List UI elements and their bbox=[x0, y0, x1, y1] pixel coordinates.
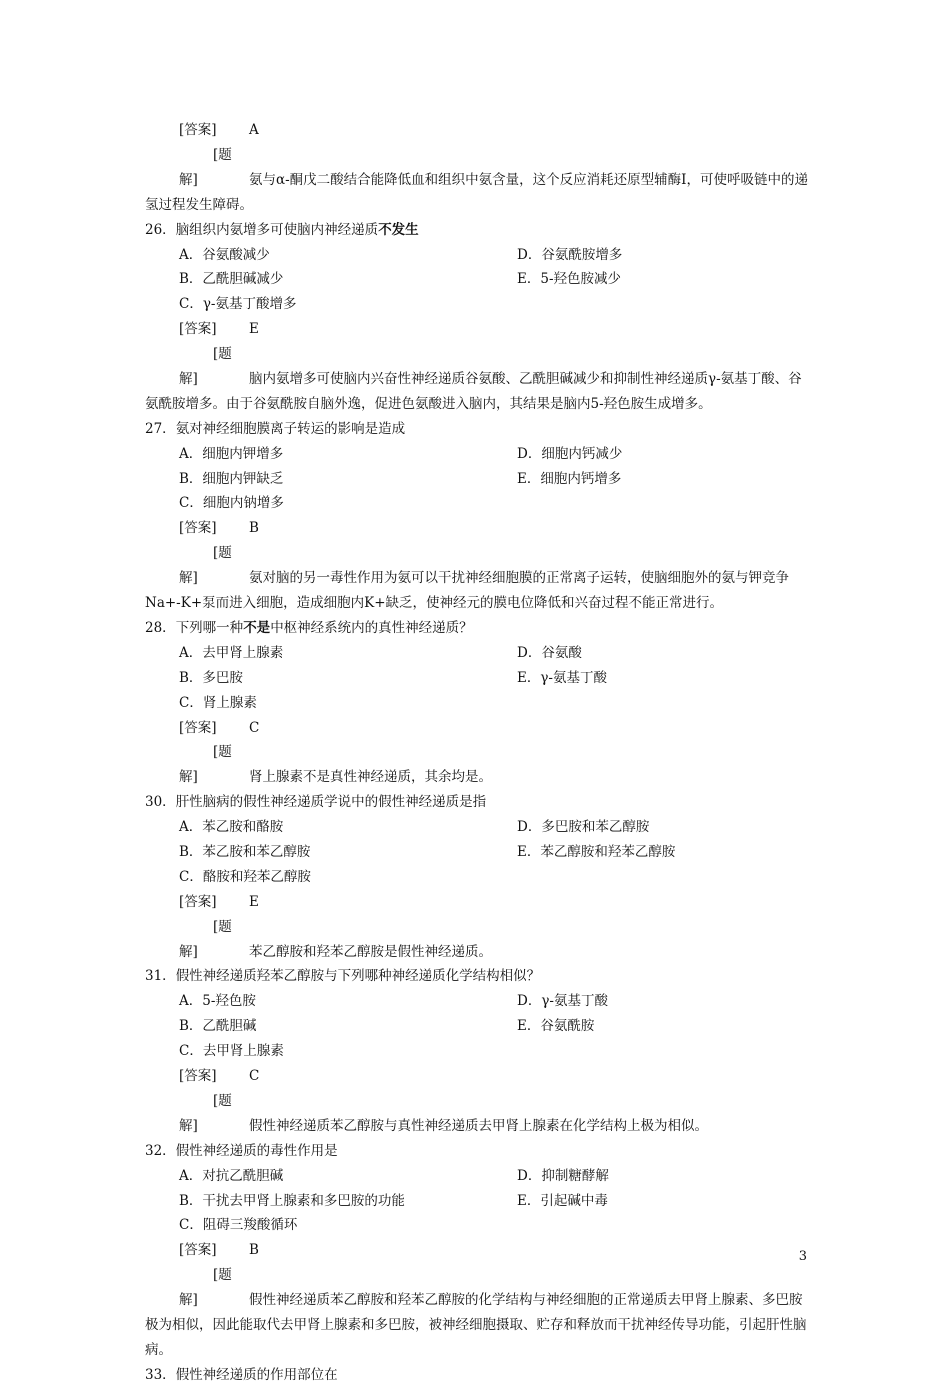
option-left: C．阻碍三羧酸循环 bbox=[179, 1217, 298, 1234]
option-left: A．去甲肾上腺素 bbox=[179, 644, 284, 661]
option-right: D．多巴胺和苯乙醇胺 bbox=[517, 819, 650, 836]
option-right: D．谷氨酸 bbox=[517, 644, 582, 661]
option-right: D．细胞内钙减少 bbox=[517, 445, 623, 462]
option-right: D．谷氨酰胺增多 bbox=[517, 246, 623, 263]
explanation-paragraph bbox=[145, 1089, 815, 1139]
question-number: 32． bbox=[145, 1142, 176, 1159]
question-number: 27． bbox=[145, 420, 176, 437]
explanation-label: [题解] bbox=[179, 1267, 232, 1309]
explanation-paragraph bbox=[145, 915, 815, 965]
question-emphasis: 不是 bbox=[243, 619, 271, 636]
explanation-text: 氨与α-酮戊二酸结合能降低血和组织中氨含量，这个反应消耗还原型辅酶I，可使呼吸链中的递氢过程发生障碍。 bbox=[145, 171, 809, 213]
page-content bbox=[145, 118, 815, 1388]
question-text: 假性神经递质的作用部位在 bbox=[175, 1366, 338, 1383]
explanation-label: [题解] bbox=[179, 918, 232, 960]
option-left: C．酪胺和羟苯乙醇胺 bbox=[179, 868, 311, 885]
options-row bbox=[145, 442, 815, 467]
options-row bbox=[145, 1189, 815, 1214]
option-left: A．5-羟色胺 bbox=[179, 993, 256, 1010]
explanation-paragraph bbox=[145, 143, 815, 218]
question-text: 假性神经递质羟苯乙醇胺与下列哪种神经递质化学结构相似？ bbox=[175, 968, 541, 985]
question-text: 氨对神经细胞膜离子转运的影响是造成 bbox=[175, 420, 406, 437]
question-number: 31． bbox=[145, 968, 176, 985]
option-left: C．细胞内钠增多 bbox=[179, 495, 284, 512]
options-row bbox=[145, 1213, 815, 1238]
answer-value: A bbox=[249, 122, 259, 138]
explanation-text: 假性神经递质苯乙醇胺和羟苯乙醇胺的化学结构与神经细胞的正常递质去甲肾上腺素、多巴胺极为相似，因此能取代去甲肾上腺素和多巴胺，被神经细胞摄取、贮存和释放而干扰神经传导功能，引起肝性脑病。 bbox=[145, 1292, 807, 1358]
option-left: B．细胞内钾缺乏 bbox=[179, 470, 284, 487]
answer-label: [答案] bbox=[179, 1068, 217, 1085]
options-row bbox=[145, 641, 815, 666]
option-right: E．引起碱中毒 bbox=[517, 1192, 608, 1209]
options-row bbox=[145, 840, 815, 865]
answer-line bbox=[145, 516, 815, 541]
answer-value: C bbox=[249, 719, 260, 736]
question-stem bbox=[145, 1363, 815, 1388]
options-row bbox=[145, 989, 815, 1014]
answer-label: [答案] bbox=[179, 1242, 217, 1259]
options-row bbox=[145, 292, 815, 317]
answer-label: [答案] bbox=[179, 122, 217, 138]
explanation-paragraph bbox=[145, 740, 815, 790]
answer-label: [答案] bbox=[179, 520, 217, 537]
options-row bbox=[145, 815, 815, 840]
option-left: B．苯乙胺和苯乙醇胺 bbox=[179, 844, 311, 860]
answer-line bbox=[145, 317, 815, 342]
question-stem bbox=[145, 1139, 815, 1164]
answer-line bbox=[145, 118, 815, 143]
answer-line bbox=[145, 1238, 815, 1263]
answer-value: B bbox=[249, 1242, 259, 1259]
options-row bbox=[145, 467, 815, 492]
answer-label: [答案] bbox=[179, 321, 217, 338]
explanation-label: [题解] bbox=[179, 744, 232, 786]
question-number: 28． bbox=[145, 619, 176, 636]
option-right: D．γ-氨基丁酸 bbox=[517, 993, 608, 1010]
answer-label: [答案] bbox=[179, 719, 217, 736]
options-row bbox=[145, 243, 815, 268]
explanation-paragraph bbox=[145, 342, 815, 417]
question-number: 33． bbox=[145, 1366, 176, 1383]
question-stem bbox=[145, 417, 815, 442]
question-number: 26． bbox=[145, 221, 176, 238]
answer-value: E bbox=[249, 321, 259, 338]
options-row bbox=[145, 1014, 815, 1039]
answer-value: C bbox=[249, 1068, 260, 1085]
answer-line bbox=[145, 716, 815, 741]
question-text: 下列哪一种 bbox=[175, 619, 244, 636]
option-right: E．细胞内钙增多 bbox=[517, 470, 622, 487]
options-row bbox=[145, 1164, 815, 1189]
question-emphasis: 不发生 bbox=[378, 221, 419, 238]
option-right: E．苯乙醇胺和羟苯乙醇胺 bbox=[517, 844, 676, 860]
option-left: B．多巴胺 bbox=[179, 669, 243, 686]
options-row bbox=[145, 491, 815, 516]
explanation-text: 苯乙醇胺和羟苯乙醇胺是假性神经递质。 bbox=[249, 943, 492, 960]
option-left: A．细胞内钾增多 bbox=[179, 445, 284, 462]
question-number: 30． bbox=[145, 794, 176, 811]
explanation-label: [题解] bbox=[179, 545, 232, 587]
explanation-text: 脑内氨增多可使脑内兴奋性神经递质谷氨酸、乙酰胆碱减少和抑制性神经递质γ-氨基丁酸、谷氨酰胺增多。由于谷氨酰胺自脑外逸，促进色氨酸进入脑内，其结果是脑内5-羟色胺生成增多。 bbox=[145, 370, 802, 412]
options-row bbox=[145, 1039, 815, 1064]
answer-value: B bbox=[249, 520, 259, 537]
option-right: D．抑制糖酵解 bbox=[517, 1167, 609, 1184]
option-left: A．对抗乙酰胆碱 bbox=[179, 1167, 284, 1184]
options-row bbox=[145, 691, 815, 716]
option-left: B．干扰去甲肾上腺素和多巴胺的功能 bbox=[179, 1192, 405, 1209]
options-row bbox=[145, 267, 815, 292]
question-stem bbox=[145, 790, 815, 815]
answer-line bbox=[145, 1064, 815, 1089]
option-right: E．γ-氨基丁酸 bbox=[517, 669, 607, 686]
option-left: C．去甲肾上腺素 bbox=[179, 1043, 284, 1060]
answer-label: [答案] bbox=[179, 893, 217, 910]
option-left: C．γ-氨基丁酸增多 bbox=[179, 296, 297, 313]
option-right: E．5-羟色胺减少 bbox=[517, 271, 622, 288]
question-stem bbox=[145, 218, 815, 243]
options-row bbox=[145, 666, 815, 691]
answer-line bbox=[145, 890, 815, 915]
question-text: 肝性脑病的假性神经递质学说中的假性神经递质是指 bbox=[175, 794, 487, 811]
option-left: B．乙酰胆碱 bbox=[179, 1018, 257, 1035]
option-left: B．乙酰胆碱减少 bbox=[179, 271, 284, 288]
explanation-label: [题解] bbox=[179, 1092, 232, 1134]
question-text: 脑组织内氨增多可使脑内神经递质 bbox=[175, 221, 379, 238]
explanation-paragraph bbox=[145, 1263, 815, 1363]
option-right: E．谷氨酰胺 bbox=[517, 1018, 595, 1035]
option-left: C．肾上腺素 bbox=[179, 694, 257, 711]
explanation-text: 氨对脑的另一毒性作用为氨可以干扰神经细胞膜的正常离子运转，使脑细胞外的氨与钾竞争Na+-K+泵而进入细胞，造成细胞内K+缺乏，使神经元的膜电位降低和兴奋过程不能正常进行。 bbox=[145, 570, 789, 612]
page-number: 3 bbox=[798, 1249, 807, 1264]
answer-value: E bbox=[249, 893, 259, 910]
explanation-paragraph bbox=[145, 541, 815, 616]
question-stem bbox=[145, 964, 815, 989]
option-left: A．谷氨酸减少 bbox=[179, 246, 270, 263]
explanation-text: 假性神经递质苯乙醇胺与真性神经递质去甲肾上腺素在化学结构上极为相似。 bbox=[249, 1117, 708, 1134]
explanation-label: [题解] bbox=[179, 146, 232, 188]
question-stem bbox=[145, 616, 815, 641]
option-left: A．苯乙胺和酪胺 bbox=[179, 819, 284, 836]
explanation-text: 肾上腺素不是真性神经递质，其余均是。 bbox=[249, 769, 492, 786]
options-row bbox=[145, 865, 815, 890]
question-text-end: 中枢神经系统内的真性神经递质？ bbox=[270, 619, 473, 636]
question-text: 假性神经递质的毒性作用是 bbox=[175, 1142, 338, 1159]
explanation-label: [题解] bbox=[179, 346, 232, 387]
